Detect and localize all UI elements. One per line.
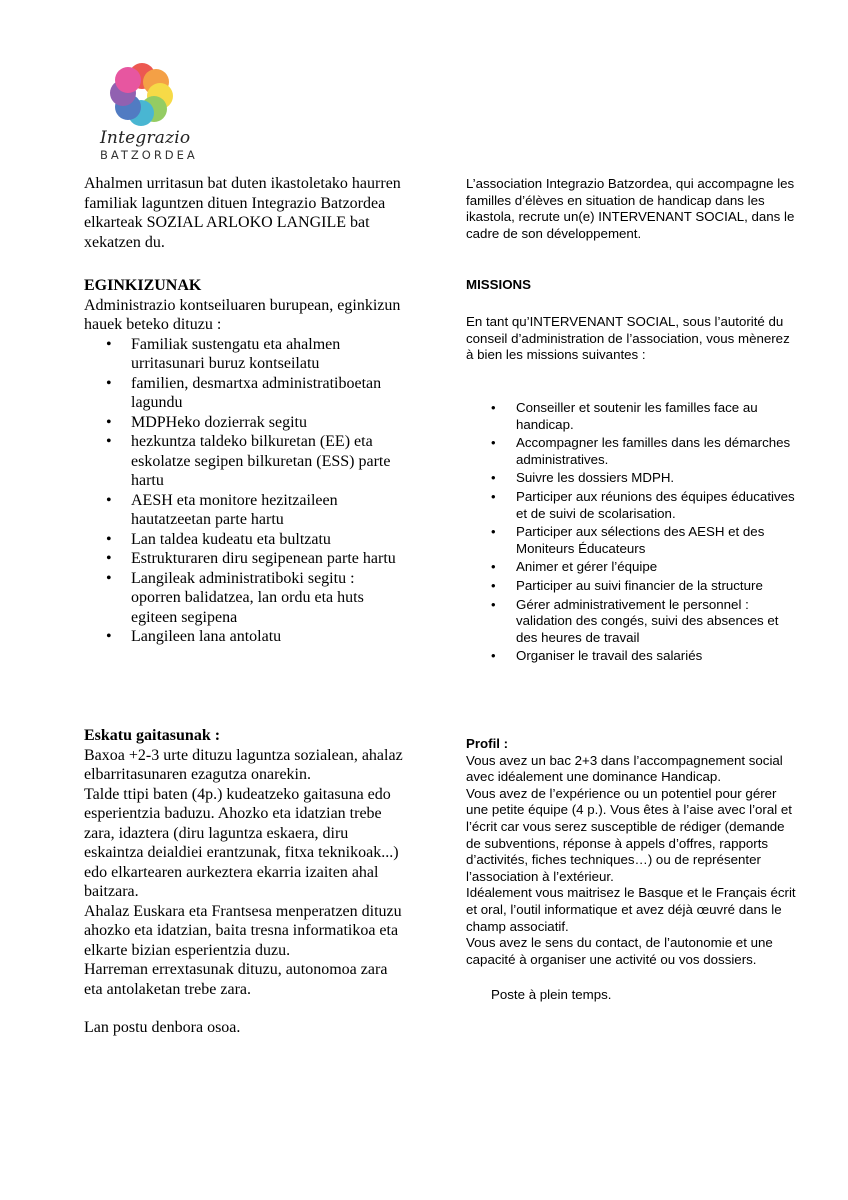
list-item: • AESH eta monitore hezitzaileen hautatzeetan parte hartu	[84, 491, 404, 530]
list-item: • Participer aux sélections des AESH et des Moniteurs Éducateurs	[466, 524, 796, 557]
list-item: • MDPHeko dozierrak segitu	[84, 413, 404, 433]
logo-name: Integrazio	[100, 128, 191, 148]
list-item: • Animer et gérer l’équipe	[466, 559, 796, 576]
list-item: • Estrukturaren diru segipenean parte hartu	[84, 549, 404, 569]
french-intro: L’association Integrazio Batzordea, qui accompagne les familles d’élèves en situation de handicap dans les ikastola, recrute un(e) INTERVENANT SOCIAL, dans le cadre de son développement.	[466, 176, 795, 241]
basque-intro-block	[84, 174, 404, 252]
french-profile-paragraph: Vous avez un bac 2+3 dans l’accompagnement social avec idéalement une dominance Handicap.	[466, 752, 783, 785]
list-item: • Conseiller et soutenir les familles face au handicap.	[466, 400, 796, 433]
logo-subtitle: BATZORDEA	[100, 148, 198, 162]
french-closing: Poste à plein temps.	[491, 987, 612, 1003]
basque-missions-intro: Administrazio kontseiluaren burupean, eginkizun hauek beteko dituzu :	[84, 296, 401, 333]
basque-missions-block	[84, 276, 404, 647]
list-item: • Lan taldea kudeatu eta bultzatu	[84, 530, 404, 550]
basque-profile-paragraph: Ahalaz Euskara eta Frantsesa menperatzen dituzu ahozko eta idatzian, baita tresna informatikoa eta elkarte bizian esperientzia duzu.	[84, 902, 402, 959]
basque-missions-list	[84, 335, 404, 647]
list-item: • Participer aux réunions des équipes éducatives et de suivi de scolarisation.	[466, 489, 796, 522]
basque-profile-paragraph: Harreman errextasunak dituzu, autonomoa zara eta antolaketan trebe zara.	[84, 961, 388, 998]
french-intro-block	[466, 176, 796, 242]
list-item: • Participer au suivi financier de la structure	[466, 578, 796, 595]
basque-intro: Ahalmen urritasun bat duten ikastoletako haurren familiak laguntzen dituen Integrazio Batzordea elkarteak SOZIAL ARLOKO LANGILE bat xekatzen du.	[84, 175, 401, 251]
logo	[100, 62, 210, 162]
french-missions-list	[466, 400, 796, 665]
basque-profile-block	[84, 726, 404, 1038]
french-missions-intro: En tant qu’INTERVENANT SOCIAL, sous l’autorité du conseil d’administration de l’association, vous mènerez à bien les missions suivantes :	[466, 314, 790, 363]
list-item: • Langileen lana antolatu	[84, 627, 404, 647]
list-item: • Familiak sustengatu eta ahalmen urritasunari buruz kontseilatu	[84, 335, 404, 374]
list-item: • Langileak administratiboki segitu : oporren balidatzea, lan ordu eta huts egiteen segipena	[84, 569, 404, 628]
french-profile-paragraph: Idéalement vous maitrisez le Basque et le Français écrit et oral, l’outil informatique et avez déjà œuvré dans le champ associatif.	[466, 885, 796, 934]
french-missions-intro-block	[466, 314, 796, 364]
french-missions-block	[466, 400, 796, 667]
rainbow-flower-icon	[110, 62, 174, 126]
french-missions-title-block	[466, 277, 796, 294]
basque-closing: Lan postu denbora osoa.	[84, 1019, 241, 1036]
list-item: • Gérer administrativement le personnel : validation des congés, suivi des absences et des heures de travail	[466, 597, 796, 647]
french-profile-title: Profil :	[466, 736, 509, 751]
french-missions-title: MISSIONS	[466, 277, 532, 292]
french-profile-paragraph: Vous avez le sens du contact, de l’autonomie et une capacité à organiser une activité ou vos dossiers.	[466, 935, 773, 967]
list-item: • Organiser le travail des salariés	[466, 648, 796, 665]
basque-missions-title: EGINKIZUNAK	[84, 277, 202, 294]
basque-profile-paragraph: Baxoa +2-3 urte dituzu laguntza sozialean, ahalaz elbarritasunaren ezagutza onarekin.	[84, 746, 403, 783]
basque-profile-title: Eskatu gaitasunak :	[84, 727, 221, 744]
basque-profile-paragraph: Talde ttipi baten (4p.) kudeatzeko gaitasuna edo esperientzia baduzu. Ahozko eta idatzian trebe zara, idaztera (diru laguntza eskaera, diru eskaintza deialdiei erantzunak, fitxa teknikoak...) edo elkartearen aurkeztera ekarria izaiten ahal baitzara.	[84, 785, 399, 900]
list-item: • hezkuntza taldeko bilkuretan (EE) eta eskolatze segipen bilkuretan (ESS) parte hartu	[84, 432, 404, 491]
french-profile-paragraph: Vous avez de l’expérience ou un potentiel pour gérer une petite équipe (4 p.). Vous êtes à l’aise avec l’oral et l’écrit car vous serez susceptible de rédiger (demande de subventions, réponse à appels d’offres, rapports d’activités, fiches techniques…) ou de représenter l’association à l’extérieur.	[466, 785, 792, 884]
list-item: • Accompagner les familles dans les démarches administratives.	[466, 435, 796, 468]
french-profile-block	[466, 736, 796, 1004]
list-item: • Suivre les dossiers MDPH.	[466, 470, 796, 487]
list-item: • familien, desmartxa administratiboetan lagundu	[84, 374, 404, 413]
